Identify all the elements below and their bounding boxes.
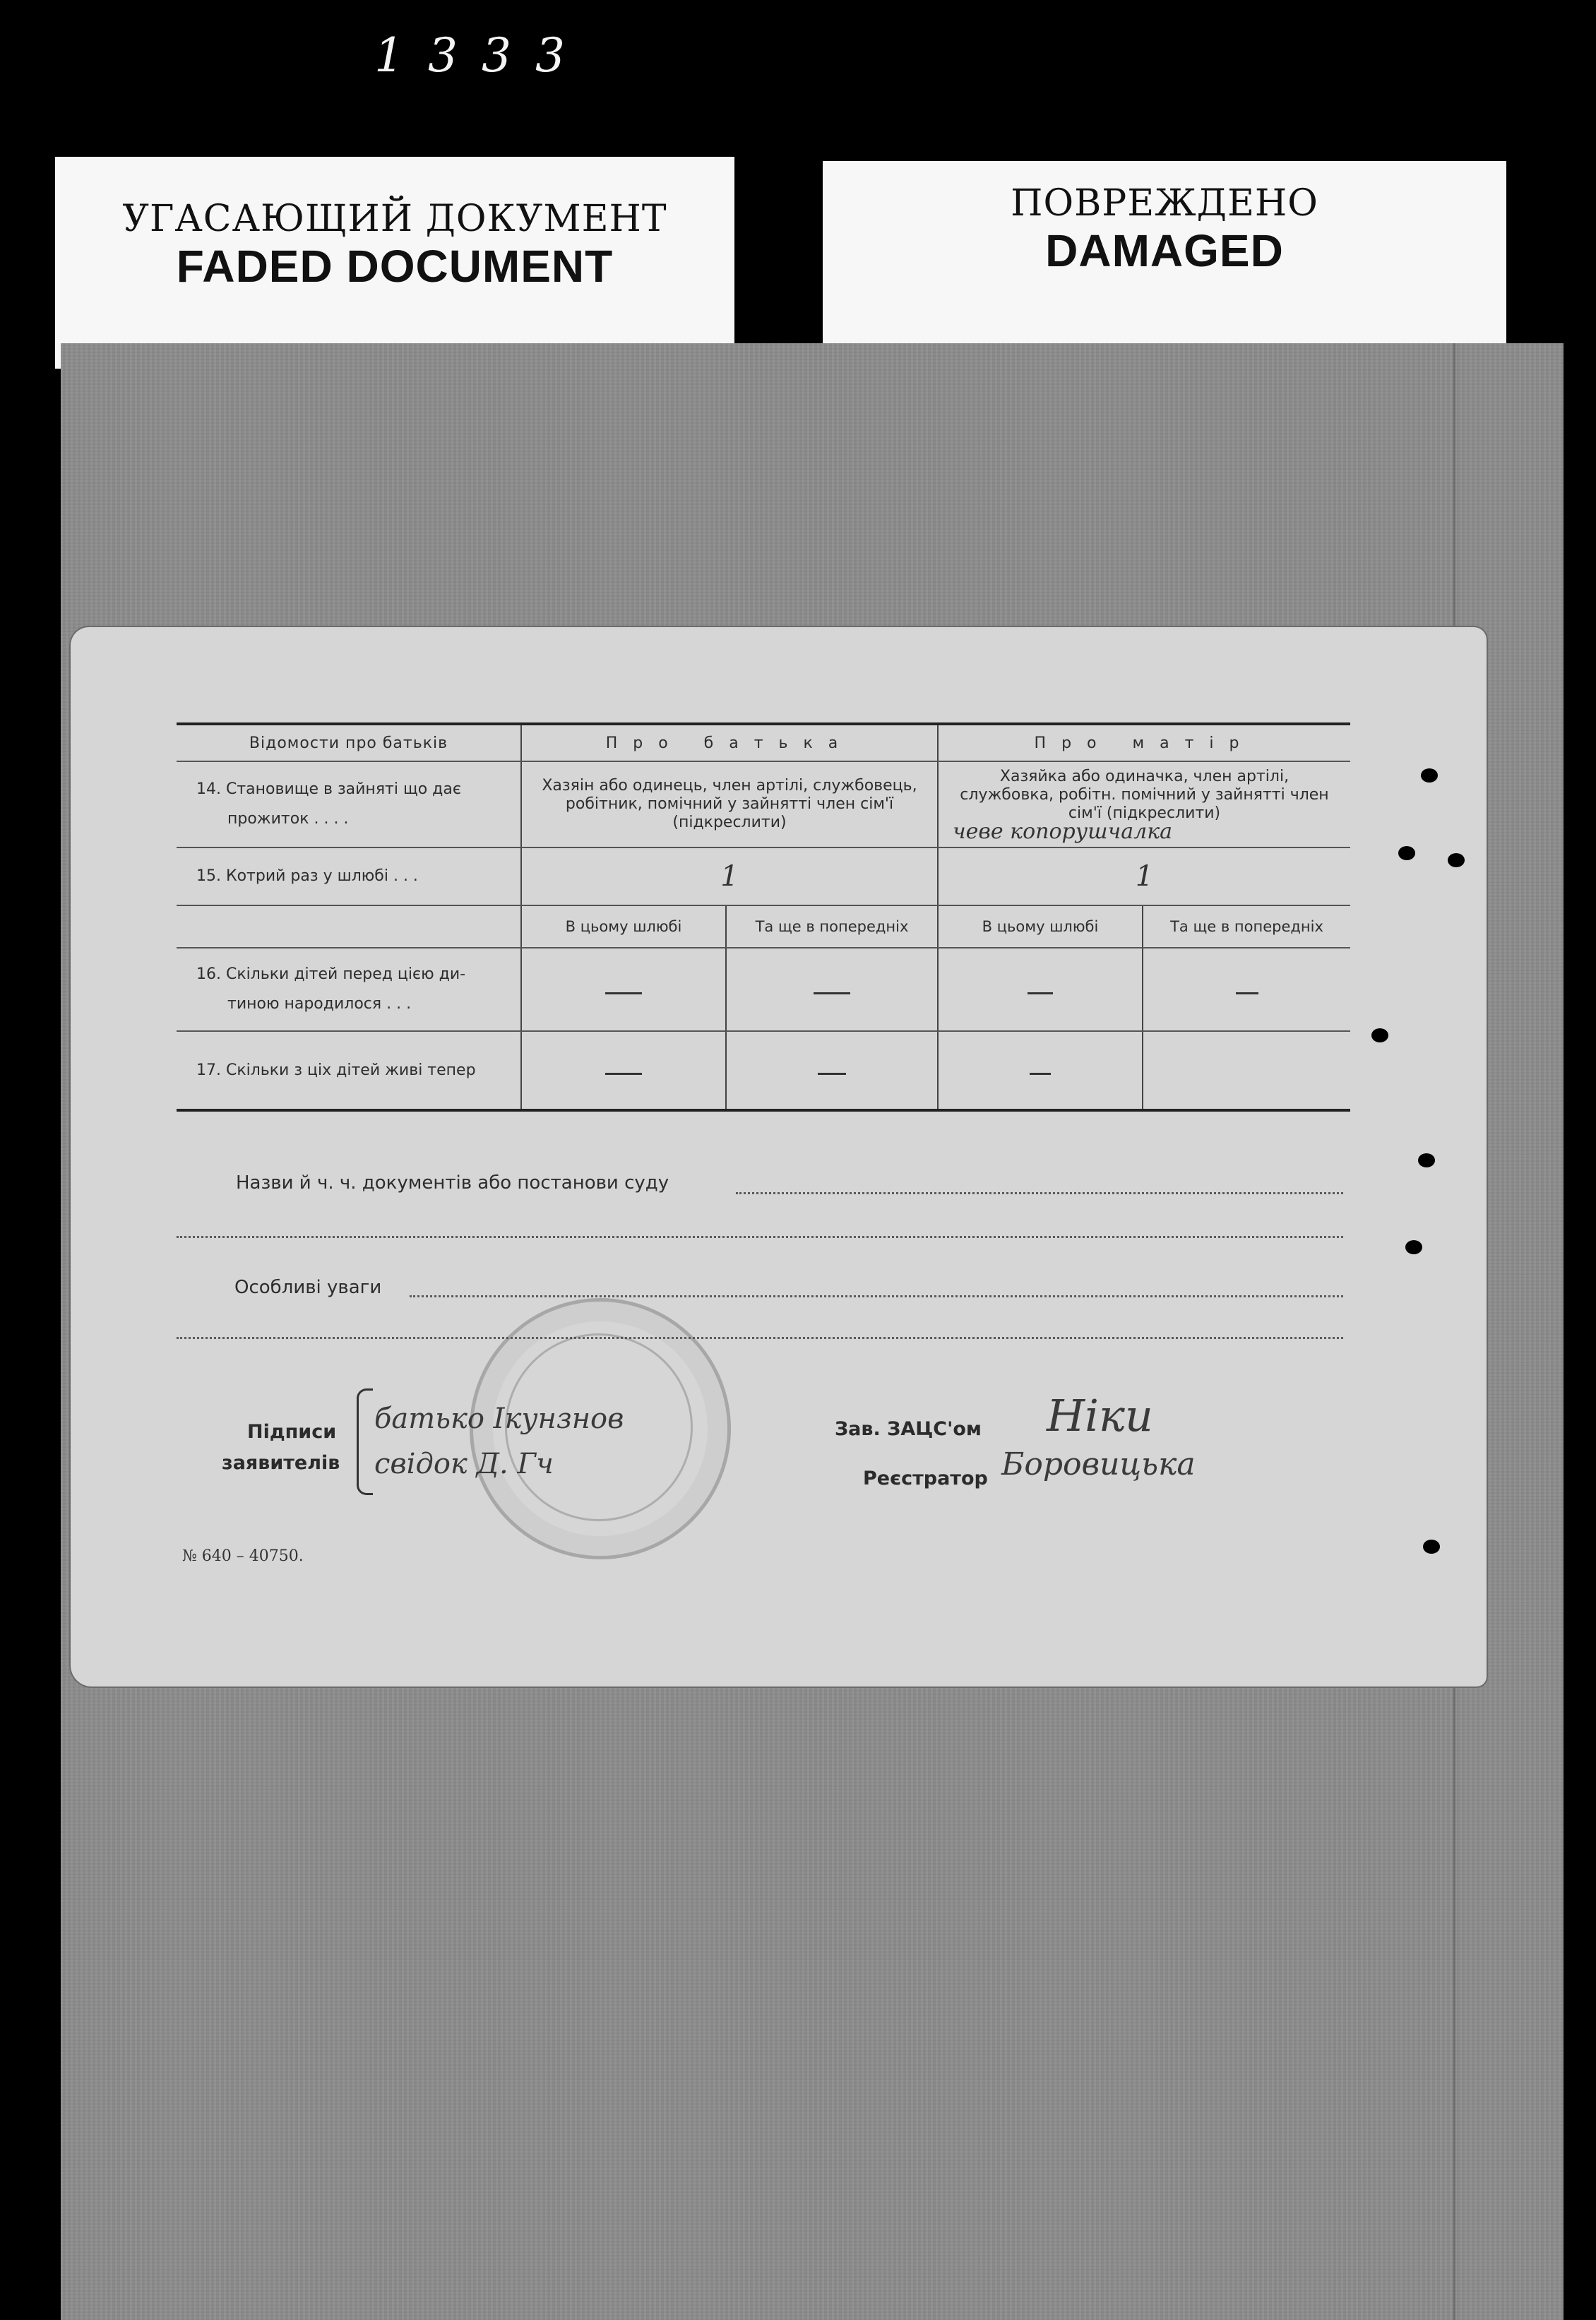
- header-father: Про батька: [521, 724, 938, 761]
- mother-occupation-options: [938, 761, 1350, 847]
- applicants-signatures-label-line2: заявителів: [222, 1452, 340, 1474]
- remarks-dotted-line-2: [177, 1337, 1343, 1339]
- damaged-label-ru: ПОВРЕЖДЕНО: [1011, 182, 1318, 225]
- damaged-label-en: DAMAGED: [1045, 225, 1284, 276]
- zags-head-signature: Ніки: [1047, 1390, 1153, 1441]
- dash-mark: [938, 948, 1143, 1031]
- frame-number: 1333: [374, 28, 589, 83]
- row-14-occupation: [177, 761, 1350, 847]
- father-marriage-count: 1: [521, 847, 938, 905]
- faded-label-en: FADED DOCUMENT: [176, 241, 614, 292]
- mother-marriage-count: 1: [938, 847, 1350, 905]
- mother-this-marriage-header: В цьому шлюбі: [938, 905, 1143, 948]
- punch-hole: [1421, 768, 1438, 783]
- dash-mark: [726, 1031, 938, 1110]
- mother-previous-header: Та ще в попередніх: [1143, 905, 1350, 948]
- table-header-row: [177, 724, 1350, 761]
- row-16-label-line2: тиною народилося . . .: [227, 995, 412, 1013]
- remarks-label: Особливі уваги: [234, 1277, 382, 1298]
- documents-label: Назви й ч. ч. документів або постанови суду: [236, 1172, 669, 1194]
- row-17-label: 17. Скільки з ціх дітей живі тепер: [177, 1031, 521, 1110]
- dash-mark: [521, 1031, 726, 1110]
- row-17-children-alive: [177, 1031, 1350, 1110]
- father-occupation-options: Хазяін або одинець, член артілі, службовець, робітник, помічний у зайнятті член сім'ї (підкреслити): [521, 761, 938, 847]
- row-16-label: [177, 948, 521, 1031]
- documents-dotted-line: [736, 1192, 1343, 1194]
- applicant-witness-signature: свідок Д. Гч: [374, 1448, 554, 1480]
- documents-dotted-line-2: [177, 1236, 1343, 1238]
- mother-occupation-handwritten: чеве копорушчалка: [953, 819, 1173, 844]
- punch-hole: [1398, 846, 1415, 860]
- dash-mark: [521, 948, 726, 1031]
- punch-hole: [1371, 1028, 1388, 1042]
- row-15-marriage-count: [177, 847, 1350, 905]
- row-16-label-line1: 16. Скільки дітей перед цією ди-: [196, 965, 466, 983]
- punch-hole: [1418, 1153, 1435, 1167]
- row-14-label-line2: прожиток . . . .: [227, 810, 349, 828]
- applicant-father-signature: батько Ікунзнов: [374, 1403, 624, 1435]
- row-14-label-line1: 14. Становище в зайняті що дає: [196, 780, 461, 798]
- mother-occupation-text: Хазяйка або одиначка, член артілі, службовка, робітн. помічний у зайнятті член сім'ї (підкреслити): [960, 768, 1329, 822]
- damaged-label: [823, 161, 1506, 373]
- punch-hole: [1423, 1540, 1440, 1554]
- applicants-signatures-label-line1: Підписи: [247, 1421, 337, 1443]
- blank-cell: [177, 905, 521, 948]
- children-subheader-row: [177, 905, 1350, 948]
- dash-mark: [726, 948, 938, 1031]
- father-previous-header: Та ще в попередніх: [726, 905, 938, 948]
- punch-hole: [1405, 1240, 1422, 1254]
- dash-mark: [1143, 948, 1350, 1031]
- form-number: № 640 – 40750.: [182, 1547, 304, 1565]
- header-mother: Про матір: [938, 724, 1350, 761]
- dash-mark: [938, 1031, 1143, 1110]
- registrar-signature: Боровицька: [1001, 1446, 1196, 1482]
- empty-cell: [1143, 1031, 1350, 1110]
- faded-document-label: [55, 157, 734, 369]
- signature-brace: [357, 1388, 373, 1495]
- zags-head-label: Зав. ЗАЦС'ом: [835, 1418, 982, 1440]
- registry-form-sheet: [71, 627, 1487, 1687]
- faded-label-ru: УГАСАЮЩИЙ ДОКУМЕНТ: [122, 198, 667, 240]
- row-16-children-born: [177, 948, 1350, 1031]
- punch-hole: [1448, 853, 1465, 867]
- remarks-dotted-line: [410, 1295, 1343, 1297]
- header-info: Відомости про батьків: [177, 724, 521, 761]
- registrar-label: Реєстратор: [863, 1468, 988, 1489]
- row-15-label: 15. Котрий раз у шлюбі . . .: [177, 847, 521, 905]
- parents-info-table: [177, 722, 1350, 1112]
- father-this-marriage-header: В цьому шлюбі: [521, 905, 726, 948]
- row-14-label: [177, 761, 521, 847]
